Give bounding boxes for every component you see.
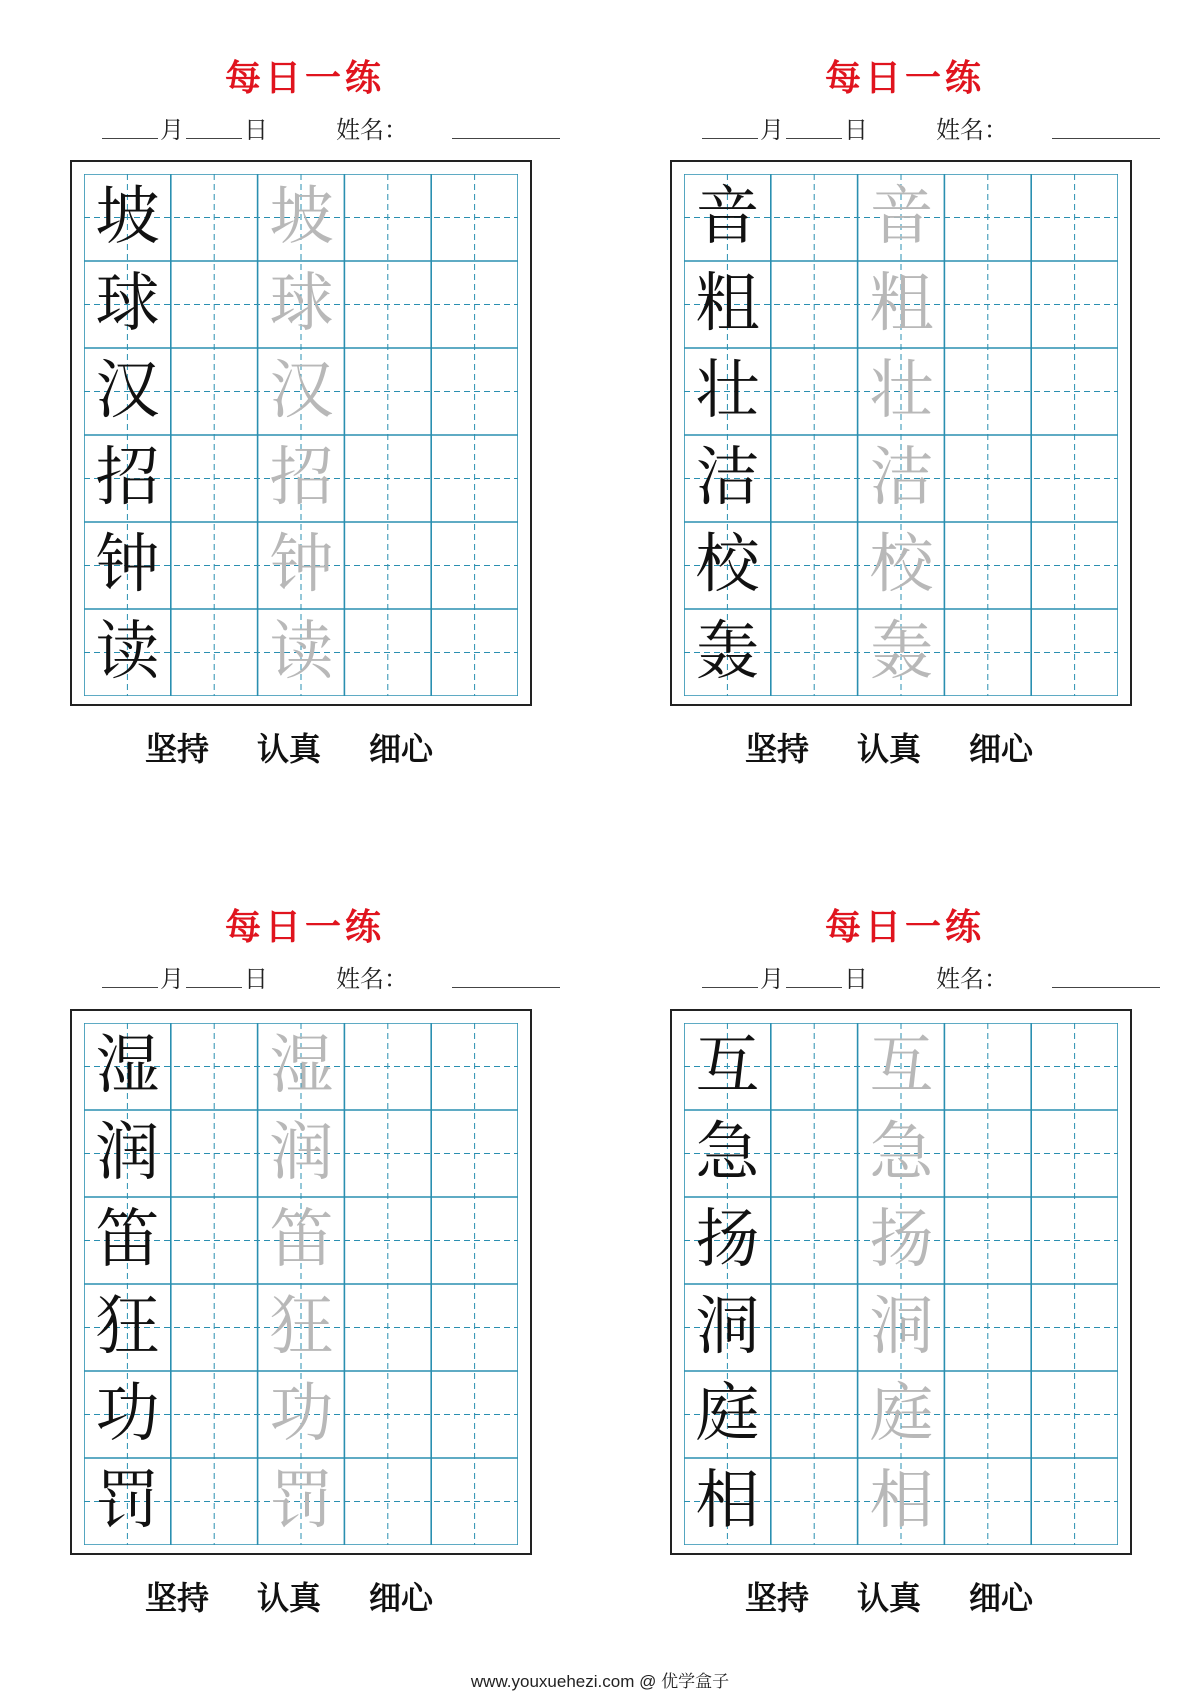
motto-word: 坚持 <box>745 730 810 768</box>
model-char: 读 <box>95 615 160 689</box>
grid-chars <box>684 1023 1118 1545</box>
trace-char: 洁 <box>869 441 934 515</box>
day-label: 日 <box>244 116 268 144</box>
sheet-title: 每日一练 <box>824 906 985 948</box>
trace-char: 湿 <box>269 1029 334 1103</box>
trace-char: 狂 <box>269 1290 334 1364</box>
name-blank[interactable] <box>452 987 560 988</box>
month-blank[interactable] <box>702 987 758 988</box>
motto-line <box>670 724 1140 768</box>
name-blank[interactable] <box>452 138 560 139</box>
writing-grid <box>670 1009 1132 1555</box>
grid-chars <box>684 174 1118 696</box>
trace-char: 洞 <box>869 1290 934 1364</box>
practice-sheet-1 <box>70 0 540 768</box>
month-blank[interactable] <box>102 987 158 988</box>
trace-char: 招 <box>269 441 334 515</box>
practice-sheet-2 <box>670 0 1140 768</box>
trace-char: 功 <box>269 1377 334 1451</box>
model-char: 粗 <box>695 267 760 341</box>
day-label: 日 <box>844 116 868 144</box>
trace-char: 校 <box>869 528 934 602</box>
motto-word: 认真 <box>257 730 322 768</box>
model-char: 互 <box>695 1029 760 1103</box>
model-char: 庭 <box>695 1377 760 1451</box>
model-char: 相 <box>695 1464 760 1538</box>
motto-line <box>70 1573 540 1617</box>
model-char: 湿 <box>95 1029 160 1103</box>
model-char: 扬 <box>695 1203 760 1277</box>
motto-word: 细心 <box>969 1579 1034 1617</box>
name-label: 姓名： <box>336 116 408 144</box>
grid-chars <box>84 1023 518 1545</box>
month-label: 月 <box>160 965 184 993</box>
trace-char: 庭 <box>869 1377 934 1451</box>
day-label: 日 <box>844 965 868 993</box>
model-char: 坡 <box>95 180 160 254</box>
trace-char: 扬 <box>869 1203 934 1277</box>
name-blank[interactable] <box>1052 138 1160 139</box>
model-char: 罚 <box>95 1464 160 1538</box>
trace-char: 相 <box>869 1464 934 1538</box>
date-name-line <box>102 959 542 993</box>
trace-char: 钟 <box>269 528 334 602</box>
model-char: 钟 <box>95 528 160 602</box>
model-char: 音 <box>695 180 760 254</box>
motto-word: 细心 <box>969 730 1034 768</box>
trace-char: 粗 <box>869 267 934 341</box>
sheet-title: 每日一练 <box>224 57 385 99</box>
model-char: 球 <box>95 267 160 341</box>
writing-grid <box>70 1009 532 1555</box>
motto-line <box>670 1573 1140 1617</box>
day-label: 日 <box>244 965 268 993</box>
writing-grid <box>670 160 1132 706</box>
model-char: 校 <box>695 528 760 602</box>
date-name-line <box>102 110 542 144</box>
trace-char: 球 <box>269 267 334 341</box>
practice-sheet-4 <box>670 849 1140 1617</box>
name-label: 姓名： <box>936 965 1008 993</box>
model-char: 急 <box>695 1116 760 1190</box>
sheet-title: 每日一练 <box>824 57 985 99</box>
model-char: 功 <box>95 1377 160 1451</box>
trace-char: 急 <box>869 1116 934 1190</box>
motto-word: 坚持 <box>745 1579 810 1617</box>
trace-char: 汉 <box>269 354 334 428</box>
motto-word: 认真 <box>857 730 922 768</box>
month-label: 月 <box>760 965 784 993</box>
day-blank[interactable] <box>786 987 842 988</box>
day-blank[interactable] <box>186 138 242 139</box>
name-label: 姓名： <box>336 965 408 993</box>
motto-line <box>70 724 540 768</box>
grid-chars <box>84 174 518 696</box>
motto-word: 细心 <box>369 730 434 768</box>
motto-word: 坚持 <box>145 730 210 768</box>
sheet-title: 每日一练 <box>224 906 385 948</box>
trace-char: 坡 <box>269 180 334 254</box>
practice-sheet-3 <box>70 849 540 1617</box>
trace-char: 互 <box>869 1029 934 1103</box>
model-char: 壮 <box>695 354 760 428</box>
motto-word: 认真 <box>857 1579 922 1617</box>
trace-char: 笛 <box>269 1203 334 1277</box>
trace-char: 罚 <box>269 1464 334 1538</box>
trace-char: 润 <box>269 1116 334 1190</box>
trace-char: 轰 <box>869 615 934 689</box>
model-char: 狂 <box>95 1290 160 1364</box>
writing-grid <box>70 160 532 706</box>
motto-word: 坚持 <box>145 1579 210 1617</box>
model-char: 润 <box>95 1116 160 1190</box>
month-blank[interactable] <box>102 138 158 139</box>
model-char: 轰 <box>695 615 760 689</box>
footer-watermark: www.youxuehezi.com @ 优学盒子 <box>470 1672 730 1691</box>
model-char: 洞 <box>695 1290 760 1364</box>
trace-char: 音 <box>869 180 934 254</box>
model-char: 汉 <box>95 354 160 428</box>
model-char: 笛 <box>95 1203 160 1277</box>
month-label: 月 <box>160 116 184 144</box>
date-name-line <box>702 959 1142 993</box>
model-char: 招 <box>95 441 160 515</box>
trace-char: 读 <box>269 615 334 689</box>
motto-word: 认真 <box>257 1579 322 1617</box>
month-blank[interactable] <box>702 138 758 139</box>
name-blank[interactable] <box>1052 987 1160 988</box>
day-blank[interactable] <box>186 987 242 988</box>
model-char: 洁 <box>695 441 760 515</box>
day-blank[interactable] <box>786 138 842 139</box>
name-label: 姓名： <box>936 116 1008 144</box>
month-label: 月 <box>760 116 784 144</box>
trace-char: 壮 <box>869 354 934 428</box>
date-name-line <box>702 110 1142 144</box>
motto-word: 细心 <box>369 1579 434 1617</box>
